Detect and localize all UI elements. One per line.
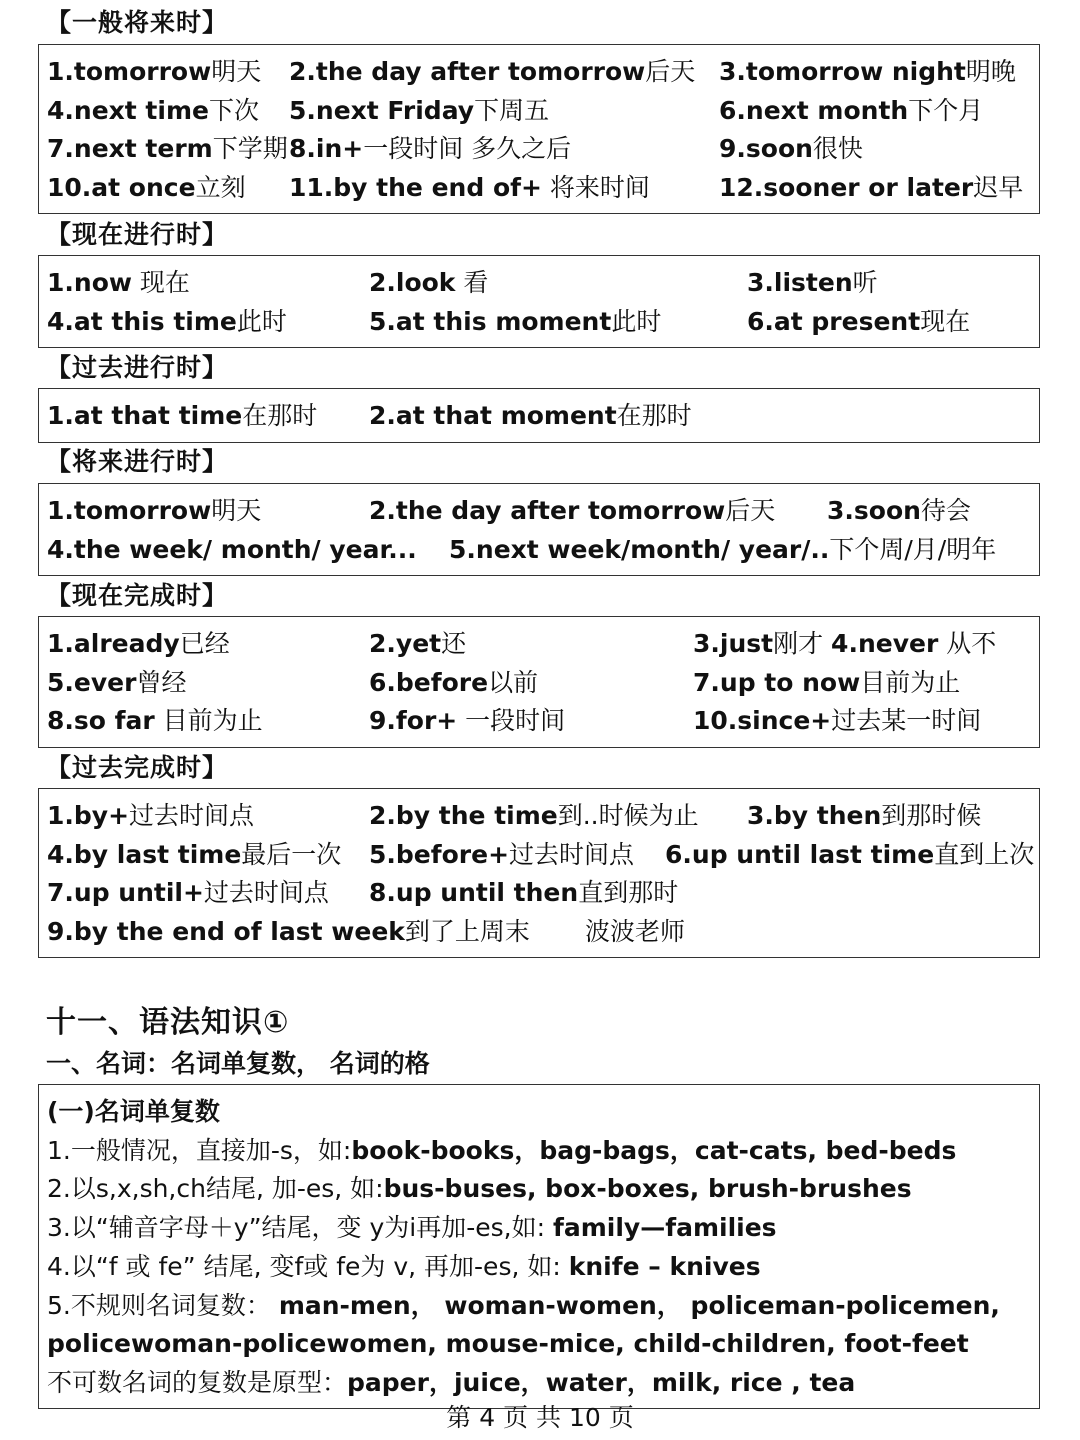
simple-future-box <box>38 44 1040 214</box>
rule-line: 3.以“辅音字母＋y”结尾，变 y为i再加-es,如: family—families <box>47 1213 777 1243</box>
term-item: 3.soon待会 <box>827 496 971 525</box>
table-row <box>39 169 1039 208</box>
term-item: 1.by+过去时间点 <box>47 801 255 830</box>
past-perfect-box <box>38 788 1040 958</box>
table-row <box>39 913 1039 952</box>
present-continuous-box <box>38 255 1040 348</box>
term-item: 8.in+一段时间 多久之后 <box>289 134 572 163</box>
future-continuous-box <box>38 483 1040 576</box>
table-row <box>39 664 1039 703</box>
table-row <box>39 92 1039 131</box>
table-row <box>39 53 1039 92</box>
term-item: 7.up until+过去时间点 <box>47 878 329 907</box>
author-name: 波波老师 <box>585 916 686 946</box>
present-perfect-box <box>38 616 1040 748</box>
table-row <box>39 492 1039 531</box>
rule-line: policewoman-policewomen, mouse-mice, child-children, foot-feet <box>47 1329 969 1359</box>
term-item: 2.the day after tomorrow后天 <box>369 496 776 525</box>
table-row <box>39 836 1039 875</box>
rule-line: 4.以“f 或 fe” 结尾, 变f或 fe为 v, 再加-es, 如: knife – knives <box>47 1251 761 1281</box>
section-title-past-continuous: 【过去进行时】 <box>46 353 229 382</box>
term-item: 7.next term下学期 <box>47 134 288 163</box>
term-item: 4.the week/ month/ year... <box>47 534 417 564</box>
past-continuous-box <box>38 388 1040 443</box>
term-item: 5.at this moment此时 <box>369 306 662 336</box>
term-item: 10.at once立刻 <box>47 172 246 202</box>
term-item: 3.by then到那时候 <box>747 801 982 830</box>
term-item: 8.so far 目前为止 <box>47 706 263 735</box>
term-item: 10.since+过去某一时间 <box>693 706 982 735</box>
term-item: 8.up until then直到那时 <box>369 878 679 907</box>
term-item: 1.now 现在 <box>47 268 190 297</box>
term-item: 1.tomorrow明天 <box>47 496 262 525</box>
term-item: 6.at present现在 <box>747 306 971 336</box>
term-item: 2.by the time到..时候为止 <box>369 801 699 830</box>
term-item: 5.next week/month/ year/..下个周/月/明年 <box>449 534 997 564</box>
term-item: 5.next Friday下周五 <box>289 95 550 125</box>
term-item: 3.just刚才 4.never 从不 <box>693 629 997 658</box>
term-item: 7.up to now目前为止 <box>693 667 961 697</box>
page-footer: 第 4 页 共 10 页 <box>446 1403 634 1432</box>
term-item: 9.soon很快 <box>719 134 863 163</box>
section-title-simple-future: 【一般将来时】 <box>46 8 229 37</box>
rule-line: 不可数名词的复数是原型：paper，juice，water，milk, rice , tea <box>47 1367 856 1397</box>
term-item: 2.the day after tomorrow后天 <box>289 57 696 86</box>
section-title-present-perfect: 【现在完成时】 <box>46 581 229 610</box>
noun-plural-box <box>38 1084 1040 1409</box>
table-row <box>39 531 1039 570</box>
term-item: 4.at this time此时 <box>47 306 287 336</box>
term-item: 6.before以前 <box>369 667 539 697</box>
term-item: 11.by the end of+ 将来时间 <box>289 172 650 202</box>
term-item: 5.before+过去时间点 <box>369 839 635 869</box>
term-item: 5.ever曾经 <box>47 667 187 697</box>
term-item: 3.listen听 <box>747 268 878 297</box>
term-item: 2.at that moment在那时 <box>369 401 692 430</box>
term-item: 2.yet还 <box>369 629 467 658</box>
rule-line: 2.以s,x,sh,ch结尾, 加-es, 如:bus-buses, box-boxes, brush-brushes <box>47 1174 912 1204</box>
table-row <box>39 264 1039 303</box>
table-row <box>39 625 1039 664</box>
box-title: (一)名词单复数 <box>47 1097 220 1126</box>
table-row <box>39 797 1039 836</box>
table-row <box>39 130 1039 169</box>
term-item: 4.next time下次 <box>47 95 259 125</box>
term-item: 4.by last time最后一次 <box>47 839 342 869</box>
term-item: 1.tomorrow明天 <box>47 57 262 86</box>
chapter-subtitle: 一、名词：名词单复数， 名词的格 <box>46 1049 430 1078</box>
rule-line: 1.一般情况，直接加-s，如:book-books，bag-bags，cat-cats, bed-beds <box>47 1135 957 1165</box>
term-item: 3.tomorrow night明晚 <box>719 57 1016 86</box>
term-item: 6.up until last time直到上次 <box>665 839 1035 869</box>
term-item: 1.at that time在那时 <box>47 401 318 430</box>
term-item: 2.look 看 <box>369 268 489 297</box>
rule-line: 5.不规则名词复数： man-men， woman-women， policeman-policemen, <box>47 1290 1000 1320</box>
term-item: 1.already已经 <box>47 629 230 658</box>
term-item: 9.by the end of last week到了上周末 <box>47 916 530 946</box>
table-row <box>39 702 1039 741</box>
section-title-past-perfect: 【过去完成时】 <box>46 753 229 782</box>
chapter-title: 十一、语法知识① <box>46 1005 290 1040</box>
table-row <box>39 397 1039 436</box>
section-title-present-continuous: 【现在进行时】 <box>46 220 229 249</box>
table-row <box>39 303 1039 342</box>
section-title-future-continuous: 【将来进行时】 <box>46 447 229 476</box>
term-item: 6.next month下个月 <box>719 95 984 125</box>
term-item: 9.for+ 一段时间 <box>369 706 566 735</box>
table-row <box>39 874 1039 913</box>
term-item: 12.sooner or later迟早 <box>719 172 1024 202</box>
